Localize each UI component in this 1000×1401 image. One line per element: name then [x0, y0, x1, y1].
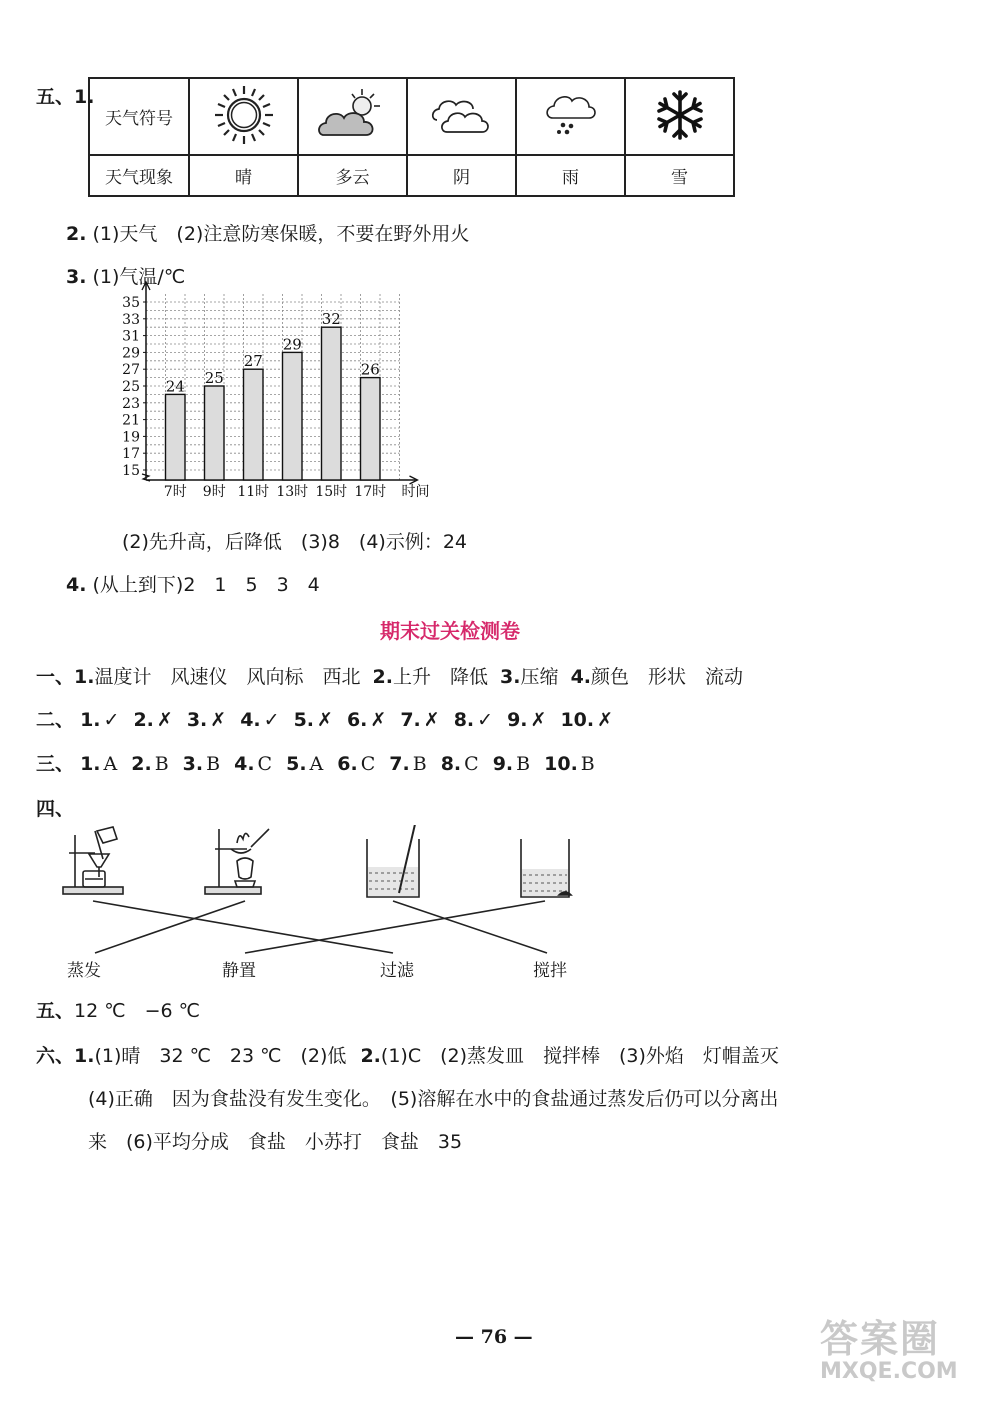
- phenomenon-cell: 雨: [516, 155, 625, 196]
- answer-text: (1)天气 (2)注意防寒保暖，不要在野外用火: [92, 223, 470, 245]
- answer-value: C: [464, 753, 479, 775]
- section-5-label: 五、1.: [36, 86, 95, 108]
- temperature-bar-chart: [110, 280, 430, 510]
- question-number: 1.: [80, 753, 101, 775]
- matching-label: 搅拌: [533, 961, 567, 981]
- section-label: 四、: [36, 798, 75, 820]
- question-number: 7.: [389, 753, 410, 775]
- answer-value: ✓: [263, 709, 280, 731]
- answer-value: C: [360, 753, 376, 775]
- answer-value: B: [206, 753, 221, 775]
- y-tick-label: 35: [122, 295, 140, 311]
- snowflake-icon: [654, 89, 706, 141]
- question-number: 1.: [80, 709, 101, 731]
- answer-value: A: [103, 753, 118, 775]
- section-label: 二、: [36, 709, 75, 731]
- matching-label: 静置: [222, 961, 256, 981]
- filtration-apparatus-icon: [63, 827, 123, 894]
- bar-data-label: 24: [165, 377, 185, 396]
- x-tick-label: 11时: [237, 484, 270, 500]
- section-label: 六、: [36, 1045, 75, 1067]
- question-number: 2.: [360, 1045, 381, 1067]
- phenomenon-cell: 晴: [189, 155, 298, 196]
- answer-line-section-6: [36, 1041, 779, 1068]
- answer-line: (2)先升高，后降低 (3)8 (4)示例：24: [122, 531, 468, 553]
- answer-value: B: [516, 753, 531, 775]
- answer-value: ✗: [530, 709, 547, 731]
- answer-value: ✗: [210, 709, 227, 731]
- bar: [244, 369, 264, 480]
- answer-text: (1)气温/℃: [92, 266, 186, 288]
- section-title: 期末过关检测卷: [380, 619, 520, 643]
- bar-data-label: 26: [360, 360, 380, 379]
- x-tick-label: 9时: [202, 484, 226, 500]
- answer-value: ✗: [597, 709, 614, 731]
- watermark-logo: [820, 1308, 958, 1384]
- x-tick-label: 13时: [276, 484, 309, 500]
- question-number: 2.: [66, 223, 87, 245]
- answer-value: B: [580, 753, 595, 775]
- question-number: 3.: [182, 753, 204, 775]
- question-number: 5.: [293, 709, 315, 731]
- answer-value: C: [257, 753, 273, 775]
- answer-value: ✓: [103, 709, 120, 731]
- answer-line: 来 (6)平均分成 食盐 小苏打 食盐 35: [88, 1131, 463, 1153]
- evaporation-apparatus-icon: [205, 829, 269, 894]
- bar-data-label: 29: [282, 335, 302, 354]
- matching-label: 过滤: [380, 961, 414, 981]
- apparatus-matching-diagram: [55, 825, 615, 960]
- phenomenon-cell: 阴: [407, 155, 516, 196]
- question-number: 10.: [544, 753, 578, 775]
- answer-line: [66, 219, 469, 246]
- answer-value: A: [309, 753, 324, 775]
- answer-text: 颜色 形状 流动: [591, 666, 744, 688]
- answer-value: B: [412, 753, 427, 775]
- question-number: 1.: [74, 1045, 95, 1067]
- question-number: 4.: [240, 709, 261, 731]
- x-axis-label: 时间: [401, 484, 430, 500]
- answer-line-section-5: [36, 996, 200, 1023]
- question-number: 2.: [131, 753, 152, 775]
- table-cell: [407, 78, 516, 155]
- answer-line: (4)正确 因为食盐没有发生变化。 (5)溶解在水中的食盐通过蒸发后仍可以分离出: [88, 1088, 779, 1110]
- question-number: 9.: [507, 709, 528, 731]
- answer-value: B: [154, 753, 169, 775]
- table-cell: [189, 78, 298, 155]
- phenomenon-cell: 多云: [298, 155, 407, 196]
- answer-value: ✗: [317, 709, 333, 731]
- question-number: 2.: [372, 666, 393, 688]
- bar: [166, 394, 186, 480]
- answer-value: ✗: [423, 709, 440, 731]
- bar: [322, 327, 342, 480]
- y-tick-label: 29: [122, 345, 140, 362]
- choice-answers: [80, 753, 595, 775]
- true-false-answers: [80, 709, 613, 731]
- answer-value: ✓: [477, 709, 494, 731]
- answer-line-section-1: [36, 662, 743, 689]
- bar-data-label: 32: [321, 310, 341, 329]
- y-tick-label: 23: [122, 395, 140, 412]
- x-tick-label: 7时: [163, 484, 187, 500]
- y-tick-label: 33: [122, 311, 140, 328]
- overcast-cloud-icon: [431, 92, 493, 138]
- answer-text: (1)晴 32 ℃ 23 ℃ (2)低: [94, 1045, 347, 1067]
- answer-line-section-3: [36, 749, 595, 776]
- partly-cloudy-icon: [316, 85, 390, 145]
- question-number: 3.: [500, 666, 521, 688]
- table-header-symbol: 天气符号: [89, 78, 189, 155]
- watermark-top: 答案圈: [820, 1317, 941, 1361]
- x-tick-label: 17时: [354, 484, 387, 500]
- watermark-bottom: MXQE.COM: [820, 1359, 958, 1384]
- y-tick-label: 25: [122, 379, 140, 395]
- question-number: 3.: [186, 709, 208, 731]
- table-header-phenomenon: 天气现象: [89, 155, 189, 196]
- question-number: 2.: [133, 709, 154, 731]
- bar-data-label: 25: [204, 369, 224, 387]
- question-number: 8.: [453, 709, 475, 731]
- answer-value: ✗: [156, 709, 173, 731]
- table-cell: [298, 78, 407, 155]
- answer-text: 上升 降低: [392, 666, 488, 688]
- answer-line-section-2: [36, 705, 613, 732]
- answer-value: ✗: [370, 709, 387, 731]
- x-tick-label: 15时: [315, 484, 348, 500]
- y-tick-label: 15: [122, 463, 140, 479]
- y-tick-label: 19: [122, 429, 140, 446]
- bar: [205, 386, 225, 480]
- y-tick-label: 21: [122, 412, 140, 429]
- y-tick-label: 17: [122, 446, 140, 463]
- rain-cloud-icon: [543, 88, 599, 142]
- answer-text: (从上到下)2 1 5 3 4: [92, 574, 320, 596]
- still-beaker-icon: [521, 839, 571, 897]
- y-tick-label: 27: [122, 362, 140, 379]
- question-number: 6.: [337, 753, 358, 775]
- question-number: 6.: [346, 709, 368, 731]
- question-number: 5.: [286, 753, 307, 775]
- weather-symbol-table: [88, 77, 735, 197]
- section-label: 五、: [36, 1000, 75, 1022]
- question-number: 1.: [74, 666, 95, 688]
- section-label: 一、: [36, 666, 75, 688]
- matching-label: 蒸发: [67, 961, 101, 981]
- question-number: 4.: [66, 574, 87, 596]
- answer-text: 12 ℃ −6 ℃: [74, 1000, 200, 1022]
- answer-text: (1)C (2)蒸发皿 搅拌棒 (3)外焰 灯帽盖灭: [380, 1045, 779, 1067]
- answer-text: 压缩: [520, 666, 559, 688]
- question-number: 4.: [234, 753, 255, 775]
- question-number: 7.: [400, 709, 421, 731]
- question-number: 8.: [440, 753, 462, 775]
- bar: [283, 352, 303, 480]
- answer-line: [66, 570, 320, 597]
- phenomenon-cell: 雪: [625, 155, 734, 196]
- table-cell: [516, 78, 625, 155]
- bar: [361, 378, 381, 480]
- table-cell: [625, 78, 734, 155]
- question-number: 3.: [66, 266, 87, 288]
- stirring-beaker-icon: [367, 825, 419, 897]
- question-number: 4.: [570, 666, 592, 688]
- question-number: 10.: [560, 709, 595, 731]
- y-tick-label: 31: [122, 328, 140, 345]
- matching-lines: [93, 901, 547, 953]
- section-label: 三、: [36, 753, 75, 775]
- sun-icon: [212, 83, 276, 147]
- page-number: — 76 —: [455, 1326, 533, 1348]
- bar-data-label: 27: [243, 352, 263, 371]
- answer-text: 温度计 风速仪 风向标 西北: [94, 666, 361, 688]
- question-number: 9.: [492, 753, 514, 775]
